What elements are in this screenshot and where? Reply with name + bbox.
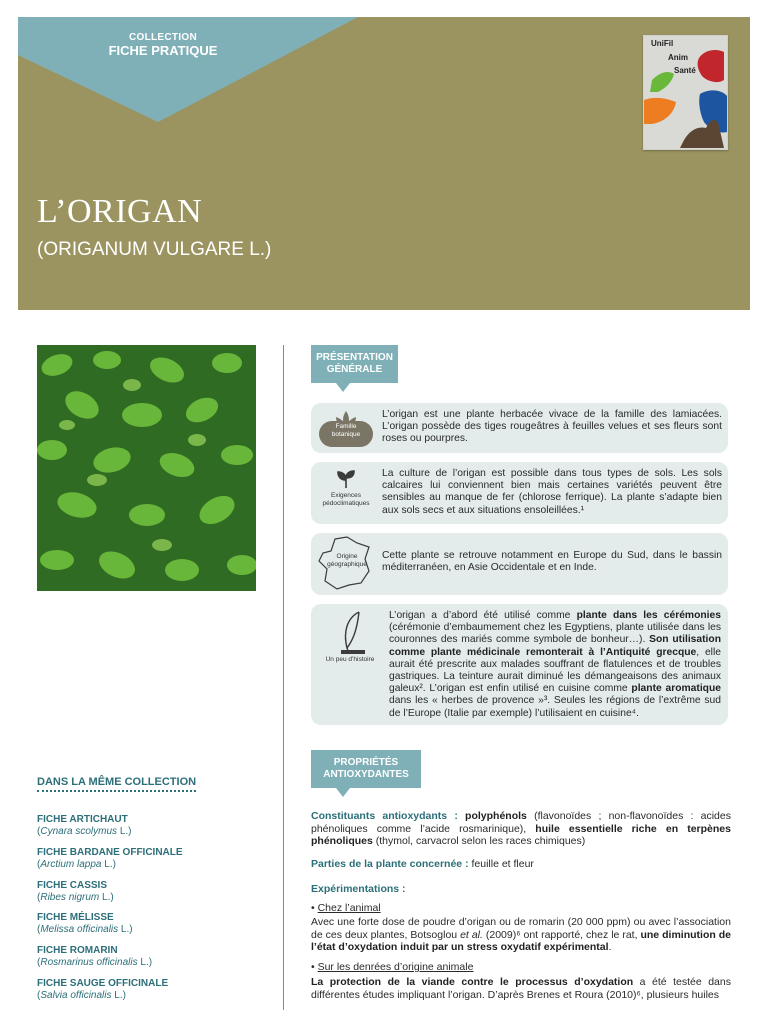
card-text-origine: Cette plante se retrouve notamment en Europe du Sud, dans le bassin méditerranéen, en Asie Occidentale et en Inde. (382, 550, 722, 574)
card-text-famille: L’origan est une plante herbacée vivace de la famille des lamiacées. L’origan possède des tiges rougeâtres à feuilles velues et ses fleurs sont roses ou pourpres. (382, 409, 722, 445)
experiments-heading: Expérimentations : (311, 883, 406, 895)
collection-item-name: FICHE MÉLISSE (37, 912, 114, 923)
constituents-paragraph: Constituants antioxydants : polyphénols (flavonoïdes ; non-flavonoïdes : acides phénoliques comme l’acide rosmarinique), huile essentielle riche en terpènes phénoliques (thymol, carvacrol selon les races chimiques) (311, 810, 731, 847)
collection-item[interactable]: FICHE SAUGE OFFICINALE (Salvia officinalis L.) (37, 978, 169, 1001)
collection-item-suffix: L.) (111, 990, 126, 1001)
collection-item[interactable]: FICHE ROMARIN (Rosmarinus officinalis L.) (37, 945, 153, 968)
oregano-photo (37, 345, 256, 591)
sprout-icon (335, 468, 357, 490)
page-title: L’ORIGAN (37, 193, 203, 230)
tag-line: PRÉSENTATION (316, 352, 393, 363)
collection-name: FICHE PRATIQUE (108, 42, 218, 58)
collection-item-name: FICHE BARDANE OFFICINALE (37, 847, 183, 858)
tag-line: PROPRIÉTÉS (333, 757, 399, 768)
collection-label (108, 33, 218, 57)
collection-item[interactable]: FICHE MÉLISSE (Melissa officinalis L.) (37, 912, 133, 935)
logo-text-unifil: UniFil (651, 39, 674, 48)
column-divider (283, 345, 284, 1010)
collection-label-small: COLLECTION (129, 32, 197, 43)
parts-paragraph: Parties de la plante concernée : feuille et fleur (311, 858, 534, 870)
collection-item-latin: Cynara scolymus (40, 826, 118, 837)
logo-text-anim: Anim (668, 53, 688, 62)
info-card-origin (311, 533, 728, 595)
info-card-soil (311, 462, 728, 524)
oregano-leaves-image (37, 345, 256, 591)
icon-label-famille: Famille botanique (331, 423, 361, 438)
animal-paragraph: Avec une forte dose de poudre d’origan ou de romarin (20 000 ppm) ou avec l’association de ces deux plantes, Botsoglou et al. (2009)⁶ ont rapporté, chez le rat, une diminution de l’état d’oxydation induit par un stress oxydatif expérimental. (311, 916, 731, 953)
collection-item-latin: Ribes nigrum (40, 892, 100, 903)
collection-item[interactable]: FICHE CASSIS (Ribes nigrum L.) (37, 880, 114, 903)
info-card-family (311, 403, 728, 453)
food-subheading: • Sur les denrées d’origine animale (311, 961, 474, 973)
collection-item[interactable]: FICHE ARTICHAUT (Cynara scolymus L.) (37, 814, 132, 837)
icon-label-exigences: Exigences pédoclimatiques (322, 492, 370, 507)
antioxidant-section-tag (311, 750, 421, 788)
collection-item-name: FICHE CASSIS (37, 880, 108, 891)
collection-item[interactable]: FICHE BARDANE OFFICINALE (Arctium lappa L.) (37, 847, 183, 870)
same-collection-title: DANS LA MÊME COLLECTION (37, 776, 196, 792)
tag-line: GÉNÉRALE (326, 364, 383, 375)
collection-item-name: FICHE ARTICHAUT (37, 814, 128, 825)
collection-item-name: FICHE ROMARIN (37, 945, 118, 956)
info-card-history (311, 604, 728, 725)
collection-item-latin: Melissa officinalis (40, 924, 119, 935)
icon-label-histoire: Un peu d’histoire (325, 656, 375, 663)
icon-label-origine: Origine géographique (327, 553, 367, 568)
food-paragraph: La protection de la viande contre le processus d’oxydation a été testée dans différentes études impliquant l’origan. D’après Brenes et Roura (2010)⁶, plusieurs huiles (311, 976, 731, 1001)
collection-item-name: FICHE SAUGE OFFICINALE (37, 978, 169, 989)
collection-item-suffix: L.) (117, 826, 132, 837)
tag-line: ANTIOXYDANTES (323, 769, 409, 780)
unifil-logo (643, 35, 728, 150)
animal-subheading: • Chez l’animal (311, 902, 381, 914)
quill-icon (339, 610, 367, 656)
card-text-exigences: La culture de l’origan est possible dans tous types de sols. Les sols calcaires lui conviennent bien mais certaines variétés peuvent être sensibles au manque de fer (chlorose ferrique). La plante s’adapte bien aux sols secs et aux situations ensoleillées.¹ (382, 468, 722, 516)
presentation-section-tag (311, 345, 398, 383)
collection-item-latin: Arctium lappa (40, 859, 102, 870)
logo-text-sante: Santé (674, 66, 696, 75)
collection-item-suffix: L.) (99, 892, 114, 903)
collection-item-latin: Rosmarinus officinalis (40, 957, 138, 968)
page-subtitle: (ORIGANUM VULGARE L.) (37, 239, 272, 260)
collection-item-suffix: L.) (101, 859, 116, 870)
header (18, 17, 750, 310)
collection-item-suffix: L.) (137, 957, 153, 968)
collection-item-suffix: L.) (118, 924, 133, 935)
collection-item-latin: Salvia officinalis (40, 990, 112, 1001)
card-text-histoire-top: L’origan a d’abord été utilisé comme plante dans les cérémonies (cérémonie d’embaumement chez les Egyptiens, plante utilisée dans les couronnes des mariés comme symbole de bonheur…). Son utilisation comme plante médicinale remonterait à l’Antiquité grecque, elle aurait été prescrite aux malades souffrant de flatulences et de troubles gastriques. La teinture aurait diminué les démangeaisons des animaux galeux². L’origan est enfin utilisé en cuisine comme plante aromatique dans les « herbes de provence »³. Seules les régions de l’extrême sud de l’Europe (Italie par exemple) l’utilisaient en cuisine⁴. (389, 610, 721, 719)
